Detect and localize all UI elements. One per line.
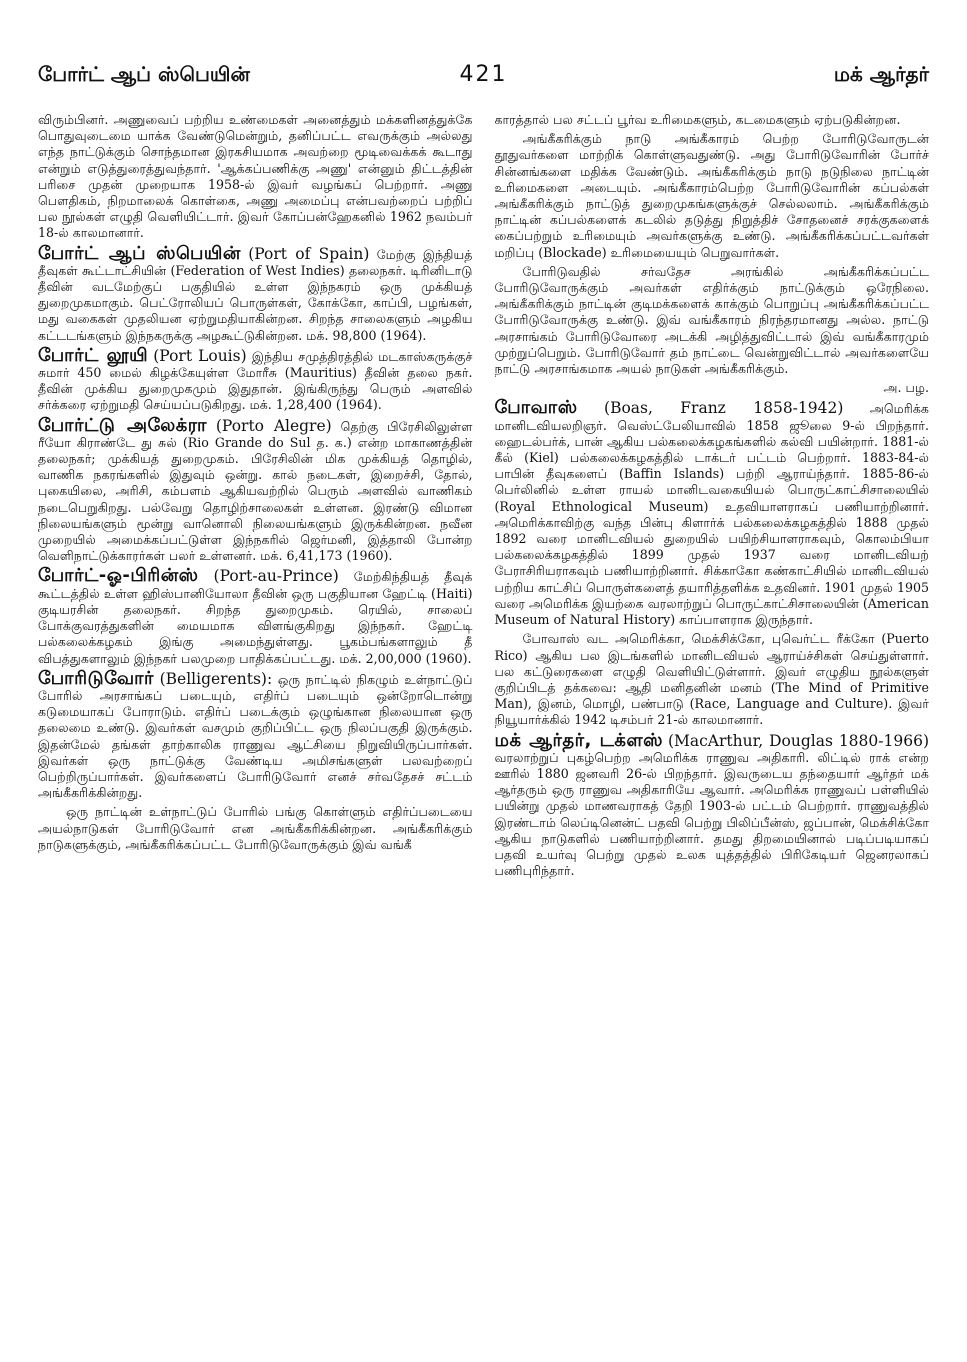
running-head-right: மக் ஆர்தர் <box>833 62 929 86</box>
entry-english: (Belligerents): <box>159 669 273 688</box>
entry-heading: போர்ட் லூயி <box>38 344 149 366</box>
page-header <box>38 62 929 92</box>
entry-body: அமெரிக்க மானிடவியலறிஞர். வெஸ்ட்பேலியாவில் 1858 ஜூலை 9-ல் பிறந்தார். ஹைடல்பர்க், பான் ஆகிய பல்கலைக்கழகங்களில் கல்வி பயின்றார். 1881-ல் கீல் (Kiel) பல்கலைக்கழகத்தில் டாக்டர் பட்டம் பெற்றார். 1883-84-ல் பாபின் தீவுகளைப் (Baffin Islands) பற்றி ஆராய்ந்தார். 1885-86-ல் பெர்லினில் உள்ள ராயல் மானிடவகையியல் பொருட்காட்சிசாலையில் (Royal Ethnological Museum) உதவியாளராகப் பணியாற்றினார். அமெரிக்காவிற்கு வந்த பின்பு கிளார்க் பல்கலைக்கழகத்தில் 1888 முதல் 1892 வரை மானிடவியல் துறையில் பயிற்சியாளராகவும், கொலம்பியா பல்கலைக்கழகத்தில் 1899 முதல் 1937 வரை மானிடவியற் பேராசிரியராகவும் பணியாற்றினார். சிக்காகோ கண்காட்சியில் மானிடவியல் பற்றிய காட்சிப் பொருள்களைத் தயாரித்தளிக்க உதவினர். 1901 முதல் 1905 வரை அமெரிக்க இயற்கை வரலாற்றுப் பொருட்காட்சிசாலையின் (American Museum of Natural History) காப்பாளராக இருந்தார். <box>494 401 929 628</box>
entry-body: வரலாற்றுப் புகழ்பெற்ற அமெரிக்க ராணுவ அதிகாரி. லிட்டில் ராக் என்ற ஊரில் 1880 ஜனவரி 26-ல் பிறந்தார். இவருடைய தந்தையார் ஆர்தர் மக் ஆர்தரும் ஒரு ராணுவ அதிகாரியே ஆவார். அமெரிக்க ராணுவப் பள்ளியில் பயின்று முதல் மாணவராகத் தேறி 1903-ல் பட்டம் பெற்றார். ராணுவத்தில் இரண்டாம் லெப்டினென்ட் பதவி பெற்று பிலிப்பீன்ஸ், ஜப்பான், மெக்சிக்கோ ஆகிய நாடுகளில் பணியாற்றினார். தமது திறமையினால் படிப்படியாகப் பதவி உயர்வு பெற்று முதல் உலக யுத்தத்தில் பிரிகேடியர் ஜெனரலாகப் பணிபுரிந்தார். <box>494 749 929 879</box>
continued-paragraph: காரத்தால் பல சட்டப் பூர்வ உரிமைகளும், கடமைகளும் ஏற்படுகின்றன. <box>494 112 901 127</box>
right-column <box>495 112 930 1322</box>
entry-paragraph: ஒரு நாட்டின் உள்நாட்டுப் போரில் பங்கு கொள்ளும் எதிர்ப்படையை அயல்நாடுகள் போரிடுவோர் என அங்கீகரிக்கின்றன. அங்கீகரிக்கும் நாடுகளுக்கும், அங்கீகரிக்கப்பட்ட போரிடுவோருக்கும் இவ் வங்கீ <box>38 804 473 852</box>
entry-heading: போவாஸ் <box>494 397 578 419</box>
running-head-left: போர்ட் ஆப் ஸ்பெயின் <box>38 62 250 86</box>
left-column <box>38 112 473 1322</box>
entry-english: (Port-au-Prince) <box>213 567 339 586</box>
entry-port-au-prince <box>38 565 473 666</box>
entry-english: (MacArthur, Douglas 1880-1966) <box>667 731 929 750</box>
entry-english: (Port of Spain) <box>248 244 370 263</box>
entry-porto-alegre <box>38 414 473 565</box>
entry-belligerents <box>38 667 473 802</box>
entry-port-of-spain <box>38 242 473 344</box>
continued-paragraph: விரும்பினர். அணுவைப் பற்றிய உண்மைகள் அனைத்தும் மக்களினத்துக்கே பொதுவுடைமை யாக்க வேண்டுமென்றும், தனிப்பட்ட எவருக்கும் அல்லது எந்த நாட்டுக்கும் சொந்தமான இரகசியமாக அவற்றை மூடிவைக்கக் கூடாது என்றும் எடுத்துரைத்துவந்தார். 'ஆக்கப்பணிக்கு அணு' என்னும் திட்டத்தின் பரிசை முதன் முறையாக 1958-ல் இவர் வழங்கப் பெற்றார். அணு பௌதிகம், நிறமாலைக் கொள்கை, அணு அமைப்பு என்பவற்றைப் பற்றிப் பல நூல்கள் எழுதி வெளியிட்டார். இவர் கோப்பன்ஹேகனில் 1962 நவம்பர் 18-ல் காலமானார். <box>38 112 473 241</box>
entry-paragraph: அங்கீகரிக்கும் நாடு அங்கீகாரம் பெற்ற போரிடுவோருடன் தூதுவர்களை மாற்றிக் கொள்ளுவதுண்டு. அது போரிடுவோரின் போர்ச் சின்னங்களை மதிக்க வேண்டும். அங்கீகரிக்கும் நாடு நடுநிலை நாட்டின் உரிமைகளை அடையும். அங்கீகாரம்பெற்ற போரிடுவோரின் கப்பல்கள் அங்கீகரிக்கும் நாட்டுத் துறைமுகங்களுக்குச் செல்லலாம். அங்கீகரிக்கும் நாட்டின் கப்பல்களைக் கடலில் தடுத்து நிறுத்திச் சோதனைச் சரக்குகளைக் கைப்பற்றும் உரிமையும் அவர்களுக்கு உண்டு. அங்கீகரிக்கப்பட்டவர்கள் மறிப்பு (Blockade) உரிமையையும் பெறுவார்கள். <box>494 131 929 260</box>
entry-boas <box>494 397 930 628</box>
entry-heading: போர்ட் ஆப் ஸ்பெயின் <box>38 242 241 264</box>
entry-heading: மக் ஆர்தர், டக்ளஸ் <box>494 729 663 751</box>
page-number: 421 <box>459 62 508 87</box>
text-columns <box>38 112 929 1322</box>
entry-paragraph: போரிடுவதில் சர்வதேச அரங்கில் அங்கீகரிக்கப்பட்ட போரிடுவோருக்கும் அவர்கள் எதிர்க்கும் நாட்டுக்கும் ஒரேநிலை. அங்கீகரிக்கும் நாட்டின் குடிமக்களைக் காக்கும் பொறுப்பு அங்கீகரிக்கப்பட்ட போரிடுவோருக்கு உண்டு. இவ் வங்கீகாரம் நிரந்தரமானது அல்ல. நாட்டு அரசாங்கம் போரிடுவோரை அடக்கி அழித்துவிட்டால் இவ் வங்கீகாரமும் முற்றுப்பெறும். போரிடுவோர் தம் நாட்டை வென்றுவிட்டால் அவர்களையே நாட்டு அரசாங்கமாக அயல் நாடுகள் அங்கீகரிக்கும். <box>494 263 929 377</box>
entry-paragraph: போவாஸ் வட அமெரிக்கா, மெக்சிக்கோ, புவெர்ட்ட ரீக்கோ (Puerto Rico) ஆகிய பல இடங்களில் மானிடவியல் ஆராய்ச்சிகள் செய்துள்ளார். பல கட்டுரைகளை எழுதி வெளியிட்டுள்ளார். இவர் எழுதிய நூல்களுள் குறிப்பிடத் தக்கவை: ஆதி மனிதனின் மனம் (The Mind of Primitive Man), இனம், மொழி, பண்பாடு (Race, Language and Culture). இவர் நியூயார்க்கில் 1942 டிசம்பர் 21-ல் காலமானார். <box>494 631 929 728</box>
entry-english: (Port Louis) <box>153 346 247 365</box>
author-initials: அ. பழ. <box>883 380 929 396</box>
entry-english: (Porto Alegre) <box>215 416 332 435</box>
entry-heading: போர்ட்-ஓ-பிரின்ஸ் <box>38 565 199 587</box>
entry-body: தெற்கு பிரேசிலிலுள்ள ரீயோ கிராண்டே து சுல் (Rio Grande do Sul த. க.) என்ற மாகாணத்தின் தலைநகர்; முக்கியத் துறைமுகம். பிரேசிலின் மிக முக்கியத் தொழில், வாணிக நகரங்களில் இதுவும் ஒன்று. கால் நடைகள், இறைச்சி, தோல், புகையிலை, அரிசி, கம்பளம் ஆகியவற்றில் பெரும் அளவில் வாணிகம் நடைபெறுகிறது. பல்வேறு தொழிற்சாலைகள் உள்ளன. இரண்டு விமான நிலையங்களும் மூன்று வானொலி நிலையங்களும் இருக்கின்றன. நவீன முறையில் அமைக்கப்பட்டுள்ள இந்நகரில் ஜெர்மனி, இத்தாலி போன்ற வெளிநாட்டுக்காரர்கள் பலர் உள்ளனர். மக். 6,41,173 (1960). <box>38 418 473 564</box>
entry-macarthur <box>494 729 930 880</box>
entry-body: ஒரு நாட்டில் நிகழும் உள்நாட்டுப் போரில் அரசாங்கப் படையும், எதிர்ப் படையும் ஒன்றோடொன்று கடுமையாகப் போராடும். எதிர்ப் படைக்கும் ஒழுங்கான நிலையான ஒரு தலைமை உண்டு. இவர்கள் வசமும் குறிப்பிட்ட ஒரு நிலப்பகுதி இருக்கும். இதன்மேல் தங்கள் தாற்காலிக ராணுவ ஆட்சியை நிறுவியிருப்பார்கள். இவர்கள் ஒரு நாட்டுக்கு வேண்டிய அமிசங்களுள் பலவற்றைப் பெற்றிருப்பார்கள். இவர்களைப் போரிடுவோர் எனச் சர்வதேசச் சட்டம் அங்கீகரிக்கின்றது. <box>38 671 473 801</box>
entry-english: (Boas, Franz 1858-1942) <box>604 399 844 418</box>
entry-heading: போரிடுவோர் <box>38 667 154 689</box>
entry-body: மேற்கு இந்தியத் தீவுகள் கூட்டாட்சியின் (Federation of West Indies) தலைநகர். டிரினிடாடு தீவின் வடமேற்குப் பகுதியில் உள்ள இந்நகரம் ஒரு முக்கியத் துறைமுகமாகும். பெட்ரோலியப் பொருள்கள், கோக்கோ, காப்பி, பழங்கள், மது வகைகள் முதலியன ஏற்றுமதியாகின்றன. சிறந்த சாலைகளும் அழகிய கட்டடங்களும் இந்நகருக்கு அழகூட்டுகின்றன. மக். 98,800 (1964). <box>38 246 473 343</box>
entry-body: மேற்கிந்தியத் தீவுக் கூட்டத்தில் உள்ள ஹிஸ்பானியோலா தீவின் ஒரு பகுதியான ஹேட்டி (Haiti) குடியரசின் தலைநகர். சிறந்த துறைமுகம். ரெயில், சாலைப் போக்குவரத்துகளின் மையமாக விளங்குகிறது இந்நகர். ஹேட்டி பல்கலைக்கழகம் இங்கு அமைந்துள்ளது. பூகம்பங்களாலும் தீ விபத்துகளாலும் இந்நகர் பலமுறை பாதிக்கப்பட்டது. மக். 2,00,000 (1960). <box>38 569 473 666</box>
entry-port-louis <box>38 344 473 414</box>
entry-body: இந்திய சமுத்திரத்தில் மடகாஸ்கருக்குச் சுமார் 450 மைல் கிழக்கேயுள்ள மோரீசு (Mauritius) தீவின் தலை நகர். தீவின் முக்கிய துறைமுகமும் இதுதான். இங்கிருந்து பெரும் அளவில் சர்க்கரை ஏற்றுமதி செய்யப்படுகிறது. மக். 1,28,400 (1964). <box>38 348 473 413</box>
entry-heading: போர்ட்டு அலேக்ரா <box>38 414 207 436</box>
